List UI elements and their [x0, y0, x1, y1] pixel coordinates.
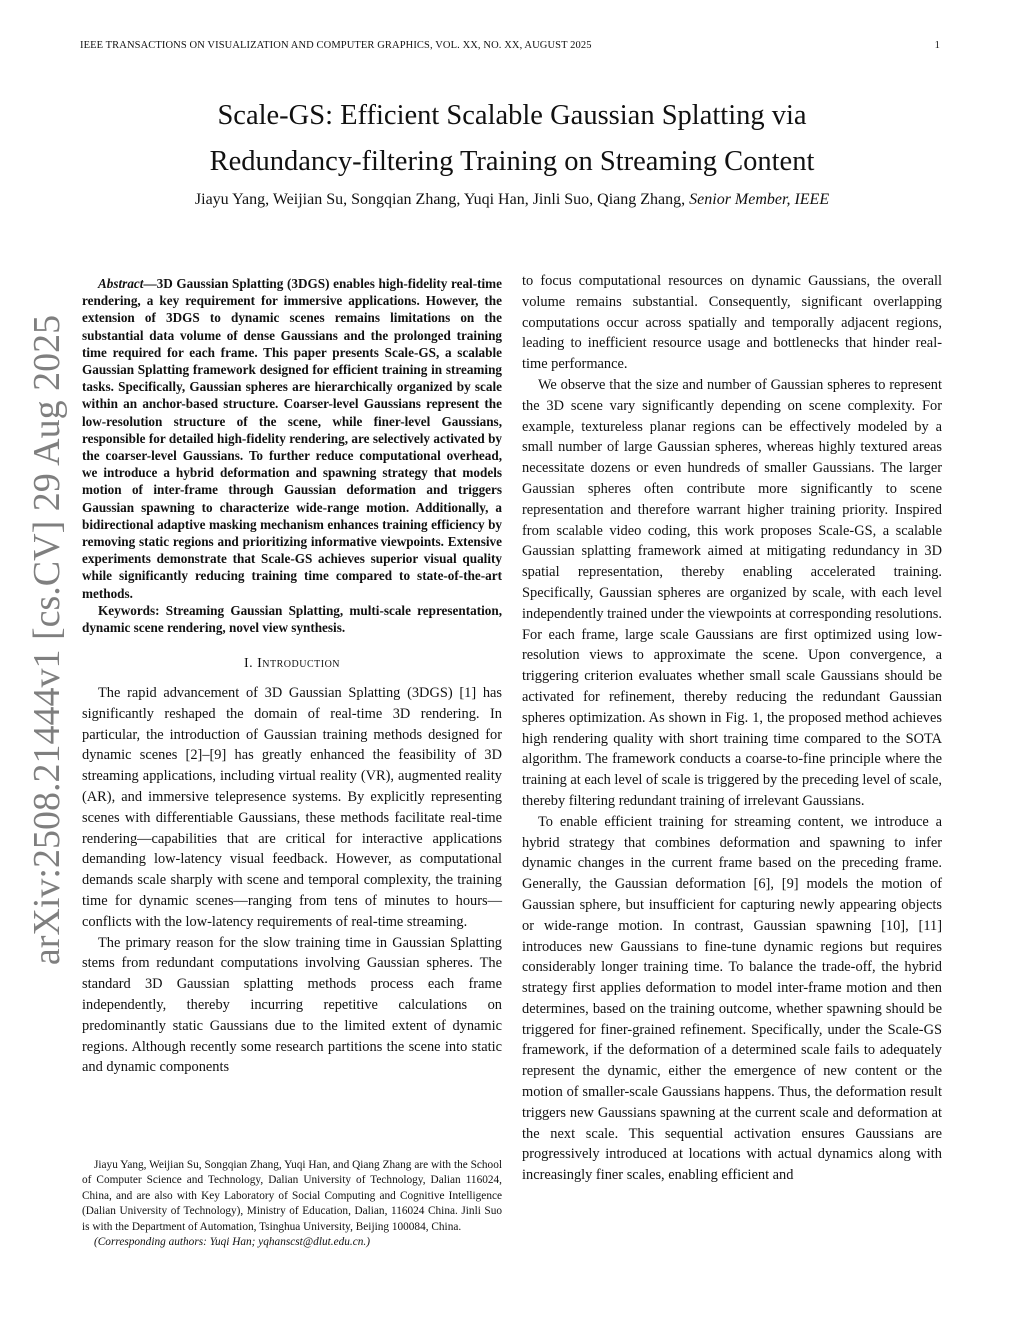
author-membership: Senior Member, IEEE	[689, 191, 830, 208]
right-paragraph-1: to focus computational resources on dynamic Gaussians, the overall volume remains substantial. Consequently, significant overlapping computations occur across spatially and temporally adjacent regions, leading to inefficient resource usage and bottlenecks that hinder real-time performance.	[522, 273, 942, 373]
running-head	[80, 40, 940, 51]
right-paragraph-2: We observe that the size and number of Gaussian spheres to represent the 3D scene vary significantly depending on scene complexity. For example, textureless planar regions can be effectively modeled by a small number of large Gaussian spheres, whereas highly textured areas necessitate dozens or even hundreds of smaller Gaussians. The larger Gaussian spheres often contribute more significantly to scene representation and therefore warrant higher training priority. Inspired from scalable video coding, this work proposes Scale-GS, a scalable Gaussian splatting framework aimed at mitigating redundancy in 3D spatial representation, thereby enabling accelerated training. Specifically, Gaussian spheres are organized by scale, with each level independently trained under the viewpoints at corresponding resolutions. For each frame, large scale Gaussians are first optimized using low-resolution views to approximate the scene. Upon convergence, a triggering criterion evaluates whether small scale Gaussians should be activated for refinement, thereby reducing the redundant Gaussian spheres optimization. As shown in Fig. 1, the proposed method achieves high rendering quality with short training time compared to the SOTA algorithm. The framework conducts a coarse-to-fine principle where the training at each level of scale is triggered by the preceding level of scale, thereby filtering redundant training of irrelevant Gaussians.	[522, 376, 942, 809]
arxiv-stamp: arXiv:2508.21444v1 [cs.CV] 29 Aug 2025	[26, 314, 68, 966]
author-list	[0, 191, 1024, 209]
footnote-affiliation: Jiayu Yang, Weijian Su, Songqian Zhang, Yuqi Han, and Qiang Zhang are with the School of Computer Science and Technology, Dalian University of Technology, Dalian 116024, China, and are also with Key Laboratory of Social Computing and Cognitive Intelligence (Dalian University of Technology), Ministry of Education, Dalian, 116024 China. Jinli Suo is with the Department of Automation, Tsinghua University, Beijing 100084, China.	[82, 1159, 502, 1233]
page-number: 1	[934, 40, 940, 51]
right-column	[522, 271, 942, 1186]
footnote-corresponding: (Corresponding authors: Yuqi Han; yqhanscst@dlut.edu.cn.)	[94, 1236, 370, 1249]
right-paragraph-3: To enable efficient training for streaming content, we introduce a hybrid strategy that combines deformation and spawning to infer dynamic changes in the current frame based on the preceding frame. Generally, the Gaussian deformation [6], [9] models the motion of Gaussian sphere, but insufficient for capturing newly appearing objects or wide-range motion. In contrast, Gaussian spawning [10], [11] introduces new Gaussians to fine-tune dynamic regions but requires considerably longer training time. To balance the trade-off, the hybrid strategy first applies deformation to model inter-frame motion and then determines, based on the training outcome, whether spawning should be triggered for finer-grained refinement. Specifically, under the Scale-GS framework, if the deformation of a determined scale fails to adequately represent the dynamic, either the emergence of new content or the motion of smaller-scale Gaussians happens. Thus, the deformation result triggers new Gaussians spawning at the current scale and deformation at the next scale. This sequential activation ensures Gaussians are progressively introduced at locations with actual dynamics along with increasingly finer scales, enabling efficient and	[522, 813, 942, 1184]
intro-paragraph-1: The rapid advancement of 3D Gaussian Splatting (3DGS) [1] has significantly reshaped the domain of real-time 3D rendering. In particular, the introduction of Gaussian training methods designed for dynamic scenes [2]–[9] has greatly enhanced the feasibility of 3D streaming applications, including virtual reality (VR), augmented reality (AR), and immersive telepresence systems. By explicitly representing scenes with differentiable Gaussians, these methods facilitate real-time rendering—capabilities that are critical for interactive applications demanding low-latency visual feedback. However, as computational demands scale sharply with scene and temporal complexity, the training time for dynamic scenes—ranging from tens of minutes to hours—conflicts with the low-latency requirements of real-time streaming.	[82, 685, 502, 930]
paper-title	[0, 93, 1024, 185]
abstract-text: —3D Gaussian Splatting (3DGS) enables high-fidelity real-time rendering, a key requirement for immersive applications. However, the extension of 3DGS to dynamic scenes remains limitations on the substantial data volume of dense Gaussians and the prolonged training time required for each frame. This paper presents Scale-GS, a scalable Gaussian Splatting framework designed for efficient training in streaming tasks. Specifically, Gaussian spheres are hierarchically organized by scale within an anchor-based structure. Coarser-level Gaussians represent the low-resolution structure of the scene, while finer-level Gaussians, responsible for detailed high-fidelity rendering, are selectively activated by the coarser-level Gaussians. To further reduce computational overhead, we introduce a hybrid deformation and spawning strategy that models motion of inter-frame through Gaussian deformation and triggers Gaussian spawning to characterize wide-range motion. Additionally, a bidirectional adaptive masking mechanism enhances training efficiency by removing static regions and prioritizing informative viewpoints. Extensive experiments demonstrate that Scale-GS achieves superior visual quality while significantly reducing training time compared to state-of-the-art methods.	[82, 276, 502, 601]
affiliation-footnote	[82, 1158, 502, 1250]
journal-header: IEEE TRANSACTIONS ON VISUALIZATION AND COMPUTER GRAPHICS, VOL. XX, NO. XX, AUGUST 2025	[80, 40, 592, 51]
left-column	[82, 275, 502, 1078]
section-heading-introduction	[82, 654, 502, 675]
author-names: Jiayu Yang, Weijian Su, Songqian Zhang, Yuqi Han, Jinli Suo, Qiang Zhang,	[194, 191, 686, 208]
section-title: Introduction	[257, 656, 341, 672]
abstract-label: Abstract	[98, 276, 144, 291]
keywords: Keywords: Streaming Gaussian Splatting, multi-scale representation, dynamic scene rendering, novel view synthesis.	[82, 602, 502, 636]
section-numeral: I.	[243, 656, 258, 672]
intro-paragraph-2: The primary reason for the slow training time in Gaussian Splatting stems from redundant computations involving Gaussian spheres. The standard 3D Gaussian splatting methods process each frame independently, thereby incurring repetitive calculations on predominantly static Gaussians due to the limited extent of dynamic regions. Although recently some research partitions the scene into static and dynamic components	[82, 934, 502, 1076]
title-line-1: Scale-GS: Efficient Scalable Gaussian Splatting via	[217, 100, 807, 131]
abstract	[82, 275, 502, 602]
title-line-2: Redundancy-filtering Training on Streaming Content	[209, 146, 815, 177]
